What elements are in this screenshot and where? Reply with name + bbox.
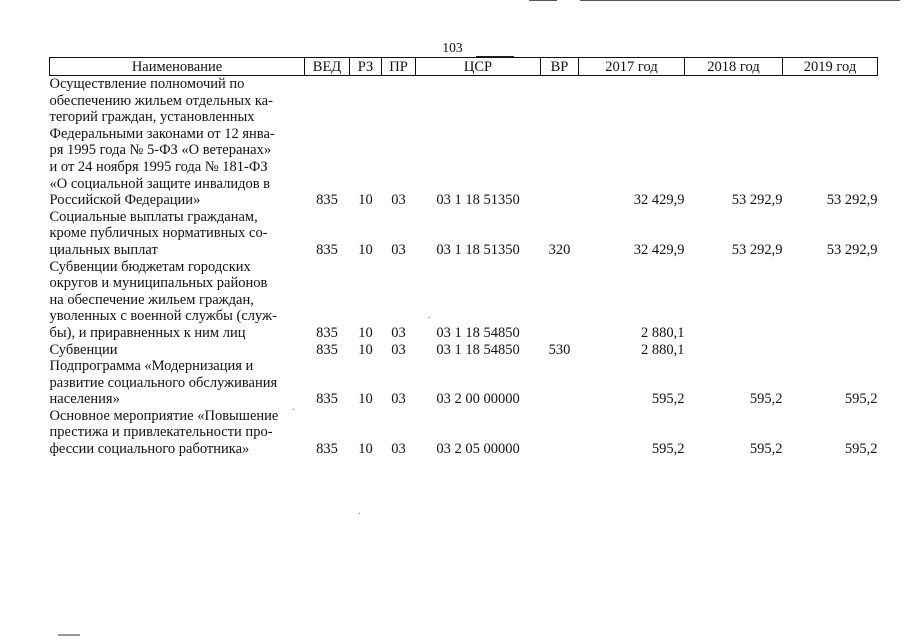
cell-csr: 03 1 18 54850 (436, 341, 520, 358)
row-name (50, 358, 305, 408)
cell-2019 (783, 342, 878, 359)
header-csr: ЦСР (416, 58, 541, 76)
cell-2017: 595,2 (651, 441, 685, 458)
table-row (50, 209, 878, 259)
page-number: 103 (442, 40, 463, 55)
name-line: и от 24 ноября 1995 года № 181-ФЗ (49, 158, 268, 175)
cell-ved: 835 (316, 391, 338, 408)
cell-vr (541, 76, 579, 209)
cell-2018 (685, 342, 783, 359)
cell-csr: 03 2 00 00000 (436, 391, 520, 408)
cell-ved: 835 (316, 324, 338, 341)
cell-2017: 2 880,1 (641, 341, 685, 358)
cell-rz: 10 (358, 341, 373, 358)
header-2017: 2017 год (579, 58, 685, 76)
name-line: обеспечению жильем отдельных ка- (49, 92, 273, 109)
cell-2018: 53 292,9 (731, 192, 783, 209)
name-line: Социальные выплаты гражданам, (49, 208, 258, 225)
name-line: Субвенции (49, 341, 118, 358)
table-row (50, 76, 878, 209)
name-line: Российской Федерации» (49, 192, 201, 209)
name-line: «О социальной защите инвалидов в (49, 175, 271, 192)
cell-2017: 595,2 (651, 391, 685, 408)
cell-pr: 03 (391, 192, 406, 209)
scan-edge-mark (58, 634, 80, 636)
name-line: округов и муниципальных районов (49, 275, 268, 292)
cell-2018 (685, 259, 783, 342)
cell-pr: 03 (391, 241, 406, 258)
cell-ved: 835 (316, 241, 338, 258)
cell-2019: 53 292,9 (826, 192, 878, 209)
header-2018: 2018 год (685, 58, 783, 76)
name-line: населения» (49, 391, 120, 408)
table-header-row (50, 58, 878, 76)
table-row (50, 408, 878, 458)
cell-ved: 835 (316, 441, 338, 458)
scan-speck: . (428, 310, 431, 321)
cell-vr: 320 (548, 241, 571, 258)
table-row (50, 342, 878, 359)
cell-pr: 03 (391, 341, 406, 358)
cell-2019: 595,2 (844, 441, 878, 458)
cell-pr: 03 (391, 441, 406, 458)
name-line: ря 1995 года № 5-ФЗ «О ветеранах» (49, 142, 272, 159)
cell-rz: 10 (358, 241, 373, 258)
name-line: Подпрограмма «Модернизация и (49, 358, 254, 375)
name-line: престижа и привлекательности про- (49, 424, 273, 441)
name-line: уволенных с военной службы (служ- (49, 308, 277, 325)
cell-2019 (783, 259, 878, 342)
name-line: Основное мероприятие «Повышение (49, 407, 279, 424)
cell-pr: 03 (391, 391, 406, 408)
name-line: Осуществление полномочий по (49, 76, 245, 92)
table-row (50, 358, 878, 408)
cell-2018: 595,2 (749, 391, 783, 408)
row-name (50, 408, 305, 458)
header-ved: ВЕД (305, 58, 350, 76)
header-name: Наименование (50, 58, 305, 76)
name-line: фессии социального работника» (49, 441, 250, 458)
name-line: бы), и приравненных к ним лиц (49, 324, 246, 341)
cell-rz: 10 (358, 441, 373, 458)
row-name (50, 209, 305, 259)
scan-edge-line (580, 0, 900, 1)
cell-vr: 530 (548, 341, 571, 358)
name-line: на обеспечение жильем граждан, (49, 291, 254, 308)
header-2019: 2019 год (783, 58, 878, 76)
cell-rz: 10 (358, 391, 373, 408)
scan-speck: . (292, 402, 295, 413)
header-rz: РЗ (350, 58, 382, 76)
cell-rz: 10 (358, 324, 373, 341)
name-line: Федеральными законами от 12 янва- (49, 125, 275, 142)
name-line: кроме публичных нормативных со- (49, 225, 268, 242)
cell-2018: 595,2 (749, 441, 783, 458)
scan-edge-line (529, 0, 557, 1)
cell-ved: 835 (316, 341, 338, 358)
cell-csr: 03 1 18 51350 (436, 192, 520, 209)
cell-2019: 595,2 (844, 391, 878, 408)
name-line: развитие социального обслуживания (49, 374, 278, 391)
cell-vr (541, 358, 579, 408)
cell-csr: 03 1 18 51350 (436, 241, 520, 258)
cell-vr (541, 408, 579, 458)
cell-vr (541, 259, 579, 342)
header-pr: ПР (382, 58, 416, 76)
row-name (50, 76, 305, 209)
cell-ved: 835 (316, 192, 338, 209)
scan-speck: . (358, 506, 361, 517)
cell-2017: 32 429,9 (633, 192, 685, 209)
cell-2017: 32 429,9 (633, 241, 685, 258)
cell-csr: 03 2 05 00000 (436, 441, 520, 458)
row-name (50, 342, 305, 359)
row-name (50, 259, 305, 342)
name-line: Субвенции бюджетам городских (49, 258, 251, 275)
header-vr: ВР (541, 58, 579, 76)
table-row (50, 259, 878, 342)
name-line: тегорий граждан, установленных (49, 109, 255, 126)
cell-pr: 03 (391, 324, 406, 341)
cell-csr: 03 1 18 54850 (436, 324, 520, 341)
name-line: циальных выплат (49, 241, 158, 258)
cell-2017: 2 880,1 (641, 324, 685, 341)
cell-rz: 10 (358, 192, 373, 209)
cell-2019: 53 292,9 (826, 241, 878, 258)
budget-table (49, 57, 878, 458)
cell-2018: 53 292,9 (731, 241, 783, 258)
